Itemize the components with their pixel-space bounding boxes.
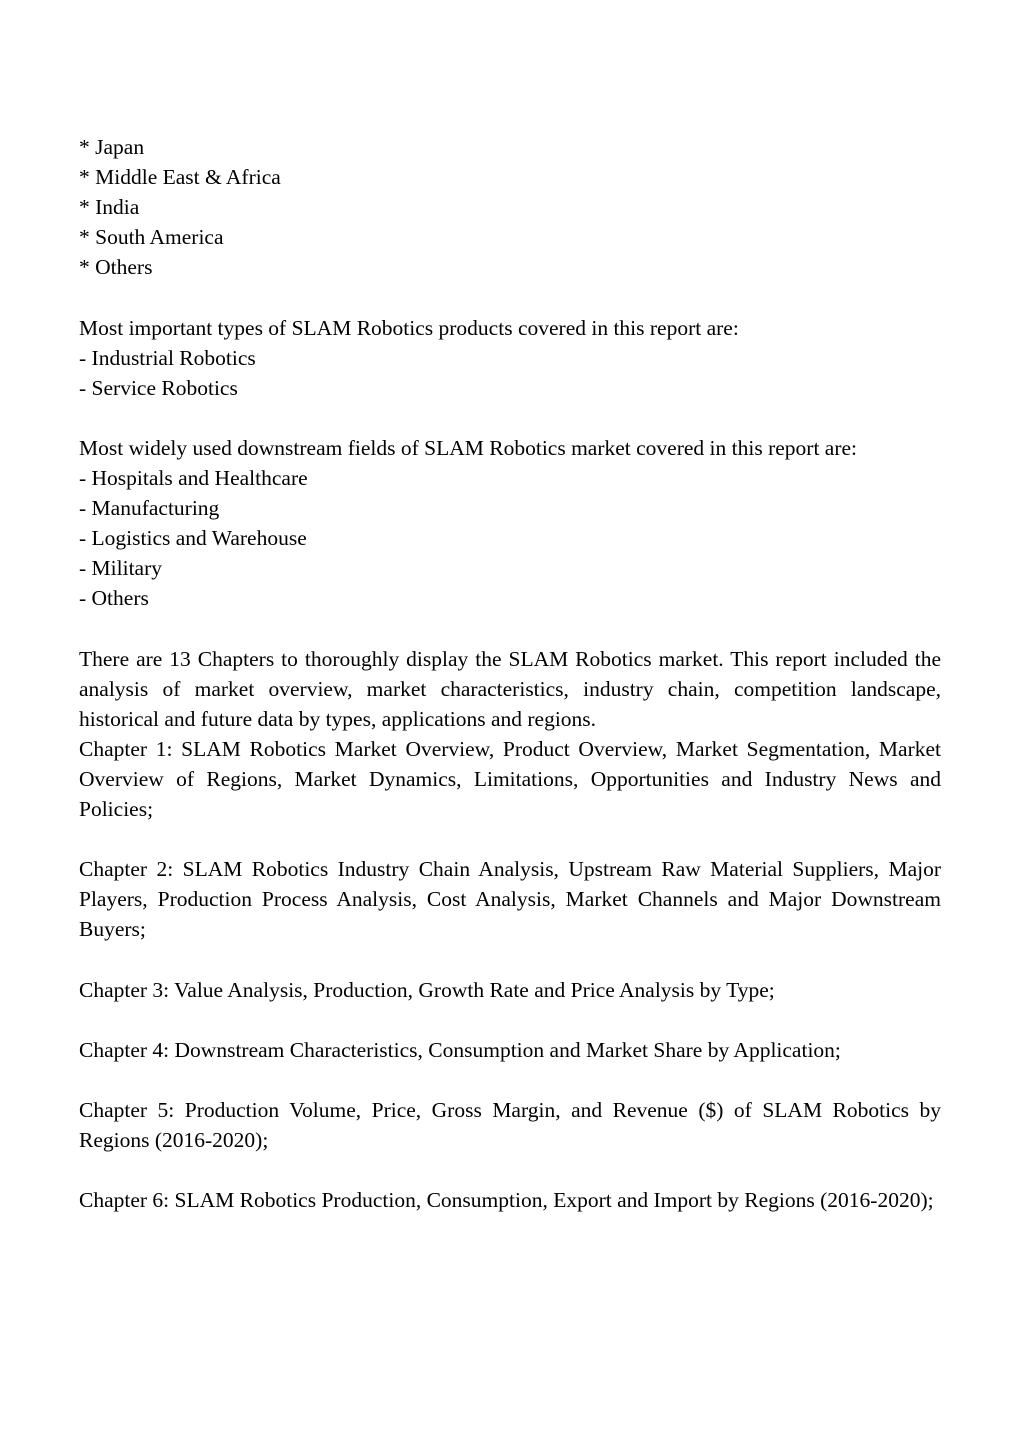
list-item: * Middle East & Africa bbox=[79, 165, 281, 190]
chapter-2-paragraph: Chapter 2: SLAM Robotics Industry Chain Analysis, Upstream Raw Material Suppliers, Major Players, Production Process Analysis, Cost Analysis, Market Channels and Major Downstream Buyers; bbox=[79, 857, 941, 942]
list-item: - Hospitals and Healthcare bbox=[79, 466, 308, 491]
list-item: * India bbox=[79, 195, 140, 220]
regions-list bbox=[79, 132, 941, 282]
product-types-intro: Most important types of SLAM Robotics products covered in this report are: bbox=[79, 315, 739, 340]
document-page bbox=[79, 132, 941, 1245]
list-item: * Japan bbox=[79, 135, 145, 159]
list-item: - Others bbox=[79, 586, 149, 611]
chapter-5-paragraph: Chapter 5: Production Volume, Price, Gross Margin, and Revenue ($) of SLAM Robotics by Regions (2016-2020); bbox=[79, 1098, 941, 1153]
list-item: - Industrial Robotics bbox=[79, 345, 256, 370]
list-item: - Manufacturing bbox=[79, 496, 220, 521]
chapter-1-paragraph: Chapter 1: SLAM Robotics Market Overview, Product Overview, Market Segmentation, Market Overview of Regions, Market Dynamics, Limitations, Opportunities and Industry News and Policies; bbox=[79, 736, 941, 822]
chapter-3-paragraph: Chapter 3: Value Analysis, Production, Growth Rate and Price Analysis by Type; bbox=[79, 977, 775, 1002]
chapter-4-paragraph: Chapter 4: Downstream Characteristics, Consumption and Market Share by Application; bbox=[79, 1037, 841, 1062]
list-item: * Others bbox=[79, 255, 153, 280]
chapters-overview bbox=[79, 644, 941, 825]
chapter-6-paragraph: Chapter 6: SLAM Robotics Production, Consumption, Export and Import by Regions (2016-2020); bbox=[79, 1188, 934, 1213]
applications-intro: Most widely used downstream fields of SLAM Robotics market covered in this report are: bbox=[79, 435, 858, 460]
list-item: * South America bbox=[79, 225, 224, 250]
product-types-section bbox=[79, 313, 941, 403]
list-item: - Logistics and Warehouse bbox=[79, 526, 307, 551]
chapters-intro-paragraph: There are 13 Chapters to thoroughly display the SLAM Robotics market. This report included the analysis of market overview, market characteristics, industry chain, competition landscape, historical and future data by types, applications and regions. bbox=[79, 646, 941, 731]
list-item: - Service Robotics bbox=[79, 375, 238, 400]
applications-section bbox=[79, 433, 941, 614]
list-item: - Military bbox=[79, 556, 162, 581]
